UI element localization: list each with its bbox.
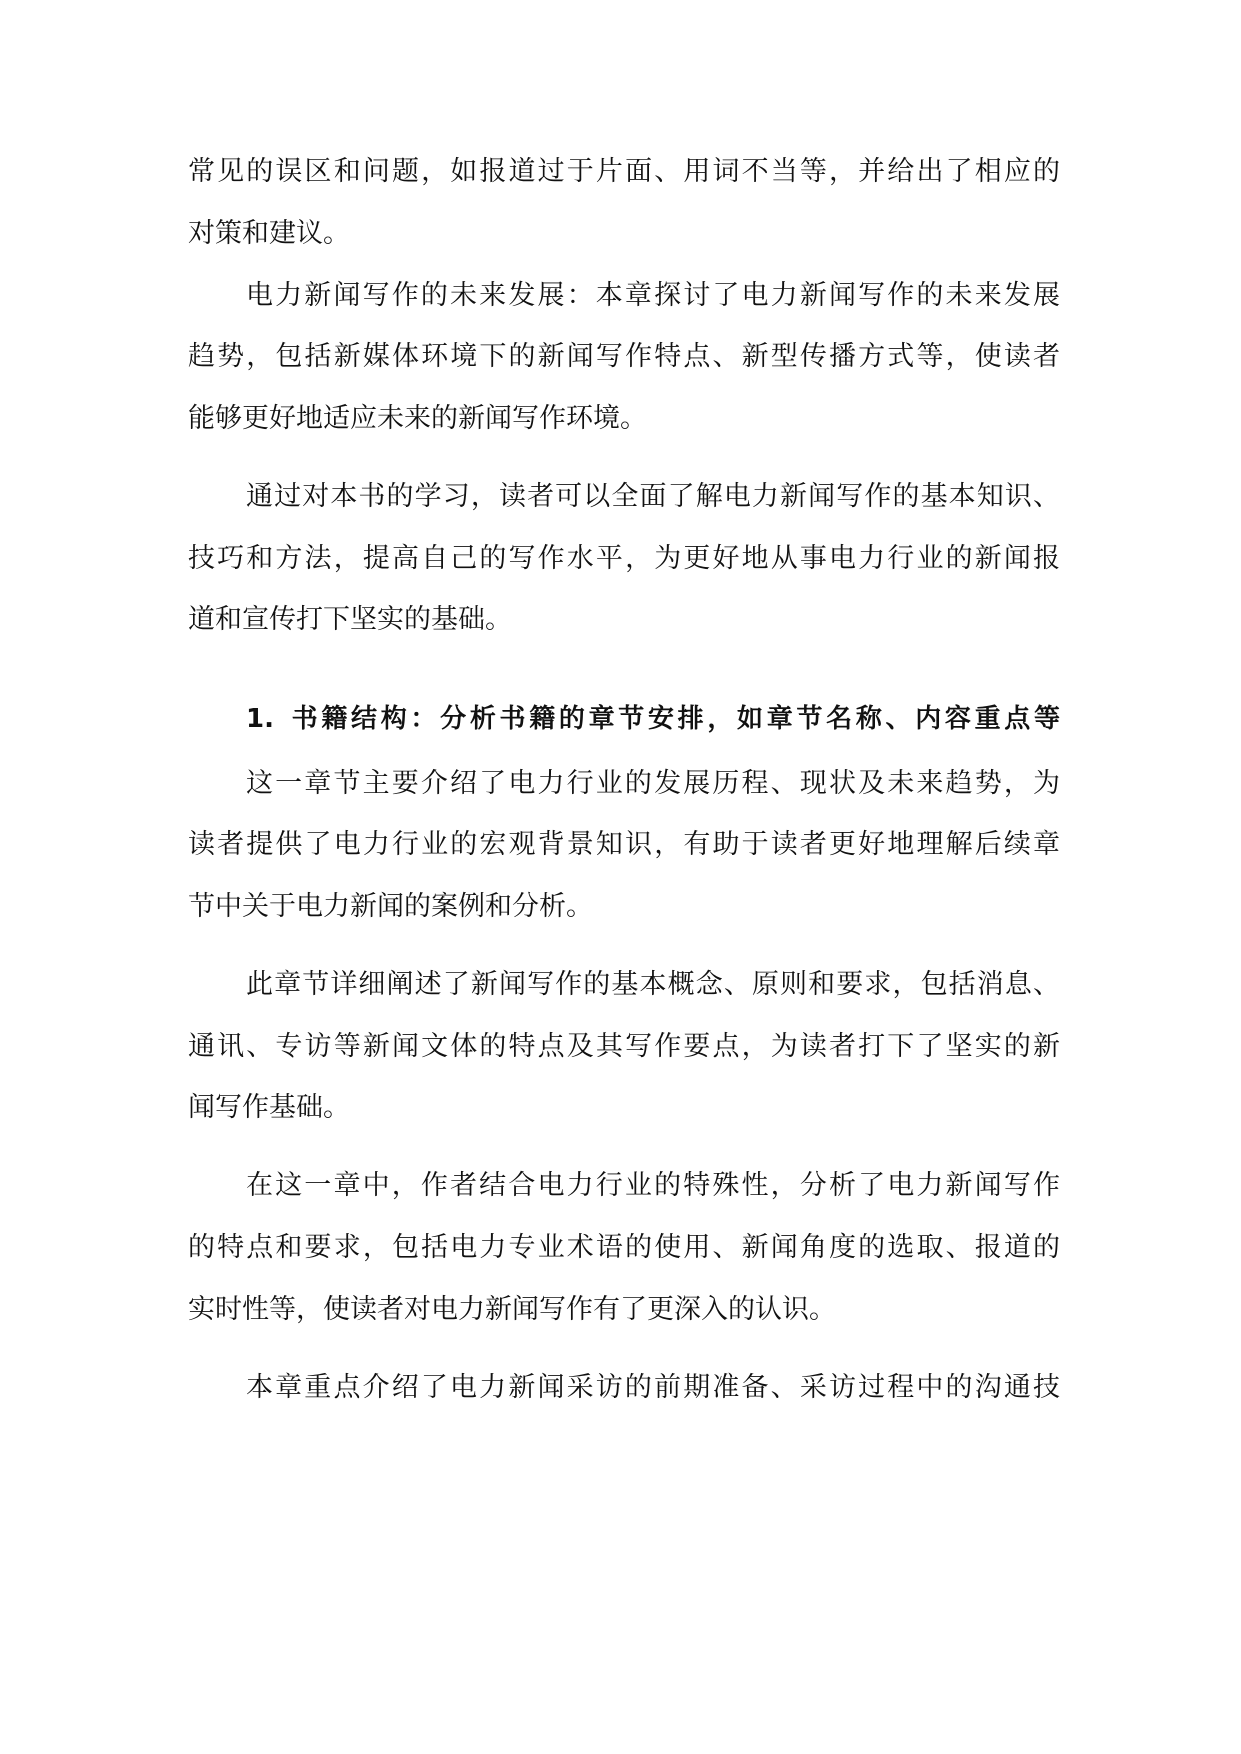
- paragraph-line: 闻写作基础。: [188, 1092, 350, 1123]
- paragraph-line: 本章重点介绍了电力新闻采访的前期准备、采访过程中的沟通技: [246, 1372, 1060, 1403]
- paragraph-line: 技巧和方法，提高自己的写作水平，为更好地从事电力行业的新闻报: [188, 543, 1060, 574]
- paragraph-line: 趋势，包括新媒体环境下的新闻写作特点、新型传播方式等，使读者: [188, 341, 1060, 372]
- paragraph-line: 电力新闻写作的未来发展：本章探讨了电力新闻写作的未来发展: [246, 280, 1060, 311]
- paragraph-line: 读者提供了电力行业的宏观背景知识，有助于读者更好地理解后续章: [188, 829, 1060, 860]
- paragraph-line: 通讯、专访等新闻文体的特点及其写作要点，为读者打下了坚实的新: [188, 1031, 1060, 1062]
- paragraph-line: 常见的误区和问题，如报道过于片面、用词不当等，并给出了相应的: [188, 156, 1060, 187]
- paragraph-line: 通过对本书的学习，读者可以全面了解电力新闻写作的基本知识、: [246, 481, 1060, 512]
- paragraph-line: 此章节详细阐述了新闻写作的基本概念、原则和要求，包括消息、: [246, 969, 1060, 1000]
- paragraph-line: 在这一章中，作者结合电力行业的特殊性，分析了电力新闻写作: [246, 1170, 1060, 1201]
- section-title: 书籍结构：分析书籍的章节安排，如章节名称、内容重点等: [287, 704, 1060, 734]
- paragraph-line: 能够更好地适应未来的新闻写作环境。: [188, 403, 647, 434]
- section-heading: [246, 689, 1060, 749]
- paragraph-line: 的特点和要求，包括电力专业术语的使用、新闻角度的选取、报道的: [188, 1232, 1060, 1263]
- paragraph-line: 对策和建议。: [188, 218, 350, 249]
- section-number: 1.: [246, 704, 274, 734]
- paragraph-line: 实时性等，使读者对电力新闻写作有了更深入的认识。: [188, 1294, 836, 1325]
- paragraph-line: 这一章节主要介绍了电力行业的发展历程、现状及未来趋势，为: [246, 768, 1060, 799]
- paragraph-line: 节中关于电力新闻的案例和分析。: [188, 891, 593, 922]
- paragraph-line: 道和宣传打下坚实的基础。: [188, 604, 512, 635]
